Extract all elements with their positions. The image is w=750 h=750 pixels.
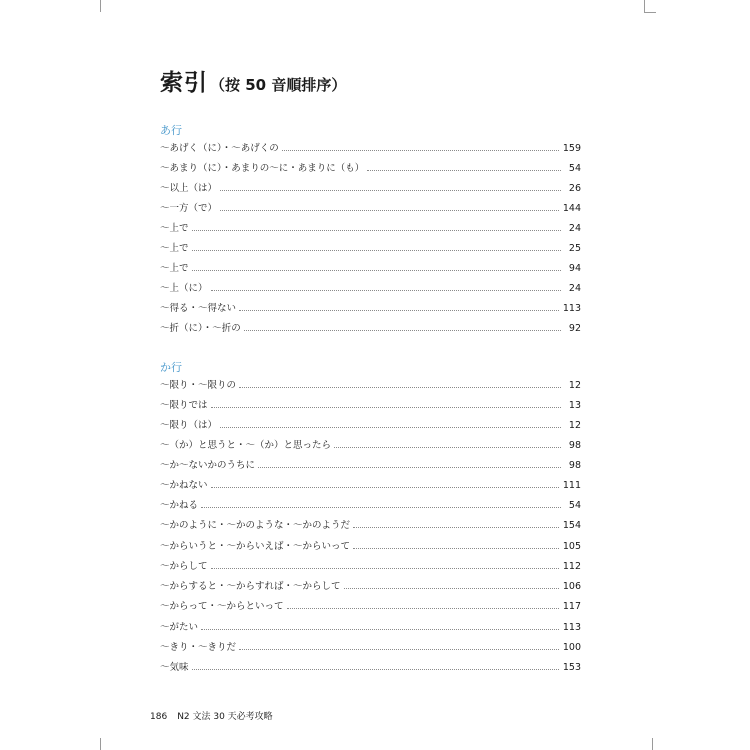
entry-page: 117 bbox=[562, 601, 581, 612]
entry-term: ～からして bbox=[160, 561, 208, 572]
dot-leader bbox=[258, 467, 561, 468]
index-entry bbox=[160, 438, 581, 454]
entry-term: ～かねない bbox=[160, 480, 208, 491]
entry-term: ～からすると・～からすれば・～からして bbox=[160, 581, 341, 592]
entry-term: ～限り・～限りの bbox=[160, 380, 237, 391]
entry-page: 98 bbox=[568, 440, 581, 451]
title-main: 索引 bbox=[160, 70, 208, 96]
entry-page: 113 bbox=[562, 303, 581, 314]
crop-mark bbox=[100, 0, 101, 12]
entry-page: 12 bbox=[568, 420, 581, 431]
index-entry bbox=[160, 498, 581, 514]
entry-page: 153 bbox=[562, 662, 581, 673]
entry-page: 105 bbox=[562, 541, 581, 552]
index-entry bbox=[160, 539, 581, 555]
entry-page: 13 bbox=[568, 400, 581, 411]
entry-page: 98 bbox=[568, 460, 581, 471]
dot-leader bbox=[334, 447, 561, 448]
entry-page: 144 bbox=[562, 203, 581, 214]
index-entry bbox=[160, 559, 581, 575]
dot-leader bbox=[287, 608, 559, 609]
index-entry bbox=[160, 201, 581, 217]
dot-leader bbox=[201, 507, 561, 508]
dot-leader bbox=[211, 568, 559, 569]
dot-leader bbox=[201, 629, 559, 630]
crop-mark bbox=[652, 738, 653, 750]
entry-term: ～上で bbox=[160, 243, 189, 254]
dot-leader bbox=[220, 190, 561, 191]
index-entry bbox=[160, 221, 581, 237]
section-heading: あ行 bbox=[160, 124, 182, 137]
entry-page: 24 bbox=[568, 283, 581, 294]
index-entry bbox=[160, 321, 581, 337]
entry-term: ～気味 bbox=[160, 662, 189, 673]
index-entry bbox=[160, 579, 581, 595]
dot-leader bbox=[353, 527, 559, 528]
entry-page: 113 bbox=[562, 622, 581, 633]
entry-term: ～がたい bbox=[160, 622, 199, 633]
section-heading: か行 bbox=[160, 361, 182, 374]
index-entry bbox=[160, 660, 581, 676]
entry-page: 26 bbox=[568, 183, 581, 194]
index-entry bbox=[160, 161, 581, 177]
page-title bbox=[160, 60, 346, 98]
entry-term: ～からって・～からといって bbox=[160, 601, 284, 612]
dot-leader bbox=[220, 210, 559, 211]
dot-leader bbox=[192, 250, 561, 251]
entry-page: 111 bbox=[562, 480, 581, 491]
dot-leader bbox=[192, 270, 561, 271]
page-footer bbox=[150, 709, 273, 722]
dot-leader bbox=[211, 487, 559, 488]
dot-leader bbox=[192, 669, 559, 670]
index-entry bbox=[160, 378, 581, 394]
entry-term: ～あまり（に）・あまりの～に・あまりに（も） bbox=[160, 163, 365, 174]
dot-leader bbox=[192, 230, 561, 231]
entry-term: ～上（に） bbox=[160, 283, 208, 294]
entry-page: 100 bbox=[562, 642, 581, 653]
dot-leader bbox=[239, 387, 561, 388]
entry-term: ～上で bbox=[160, 263, 189, 274]
entry-page: 159 bbox=[562, 143, 581, 154]
entry-term: ～限り（は） bbox=[160, 420, 218, 431]
crop-mark bbox=[100, 738, 101, 750]
dot-leader bbox=[344, 588, 559, 589]
crop-mark bbox=[644, 12, 656, 13]
index-entry bbox=[160, 418, 581, 434]
entry-term: ～かのように・～かのような・～かのようだ bbox=[160, 520, 351, 531]
entry-term: ～かねる bbox=[160, 500, 199, 511]
index-entry bbox=[160, 301, 581, 317]
dot-leader bbox=[211, 407, 561, 408]
index-entry bbox=[160, 241, 581, 257]
dot-leader bbox=[353, 548, 559, 549]
entry-term: ～（か）と思うと・～（か）と思ったら bbox=[160, 440, 332, 451]
entry-page: 112 bbox=[562, 561, 581, 572]
entry-term: ～以上（は） bbox=[160, 183, 218, 194]
entry-term: ～からいうと・～からいえば・～からいって bbox=[160, 541, 351, 552]
entry-term: ～得る・～得ない bbox=[160, 303, 237, 314]
index-entry bbox=[160, 261, 581, 277]
dot-leader bbox=[211, 290, 561, 291]
entry-term: ～上で bbox=[160, 223, 189, 234]
dot-leader bbox=[239, 649, 559, 650]
entry-page: 106 bbox=[562, 581, 581, 592]
dot-leader bbox=[282, 150, 559, 151]
entry-term: ～折（に）・～折の bbox=[160, 323, 241, 334]
footer-page-number: 186 bbox=[150, 712, 168, 722]
entry-page: 12 bbox=[568, 380, 581, 391]
dot-leader bbox=[239, 310, 559, 311]
dot-leader bbox=[244, 330, 561, 331]
crop-mark bbox=[644, 0, 645, 12]
entry-term: ～きり・～きりだ bbox=[160, 642, 237, 653]
index-entry bbox=[160, 478, 581, 494]
index-entry bbox=[160, 141, 581, 157]
entry-page: 25 bbox=[568, 243, 581, 254]
index-entry bbox=[160, 599, 581, 615]
entry-term: ～一方（で） bbox=[160, 203, 218, 214]
index-entry bbox=[160, 181, 581, 197]
entry-term: ～限りでは bbox=[160, 400, 208, 411]
entry-page: 92 bbox=[568, 323, 581, 334]
entry-page: 24 bbox=[568, 223, 581, 234]
index-entry bbox=[160, 640, 581, 656]
entry-term: ～あげく（に）・～あげくの bbox=[160, 143, 279, 154]
entry-page: 54 bbox=[568, 500, 581, 511]
entry-page: 154 bbox=[562, 520, 581, 531]
index-entry bbox=[160, 620, 581, 636]
title-subtitle: （按 50 音順排序） bbox=[210, 76, 347, 94]
index-entry bbox=[160, 398, 581, 414]
dot-leader bbox=[220, 427, 561, 428]
index-entry bbox=[160, 458, 581, 474]
index-entry bbox=[160, 281, 581, 297]
entry-page: 94 bbox=[568, 263, 581, 274]
footer-book-title: N2 文法 30 天必考攻略 bbox=[177, 712, 273, 722]
index-entry bbox=[160, 518, 581, 534]
dot-leader bbox=[367, 170, 561, 171]
entry-term: ～か～ないかのうちに bbox=[160, 460, 256, 471]
entry-page: 54 bbox=[568, 163, 581, 174]
